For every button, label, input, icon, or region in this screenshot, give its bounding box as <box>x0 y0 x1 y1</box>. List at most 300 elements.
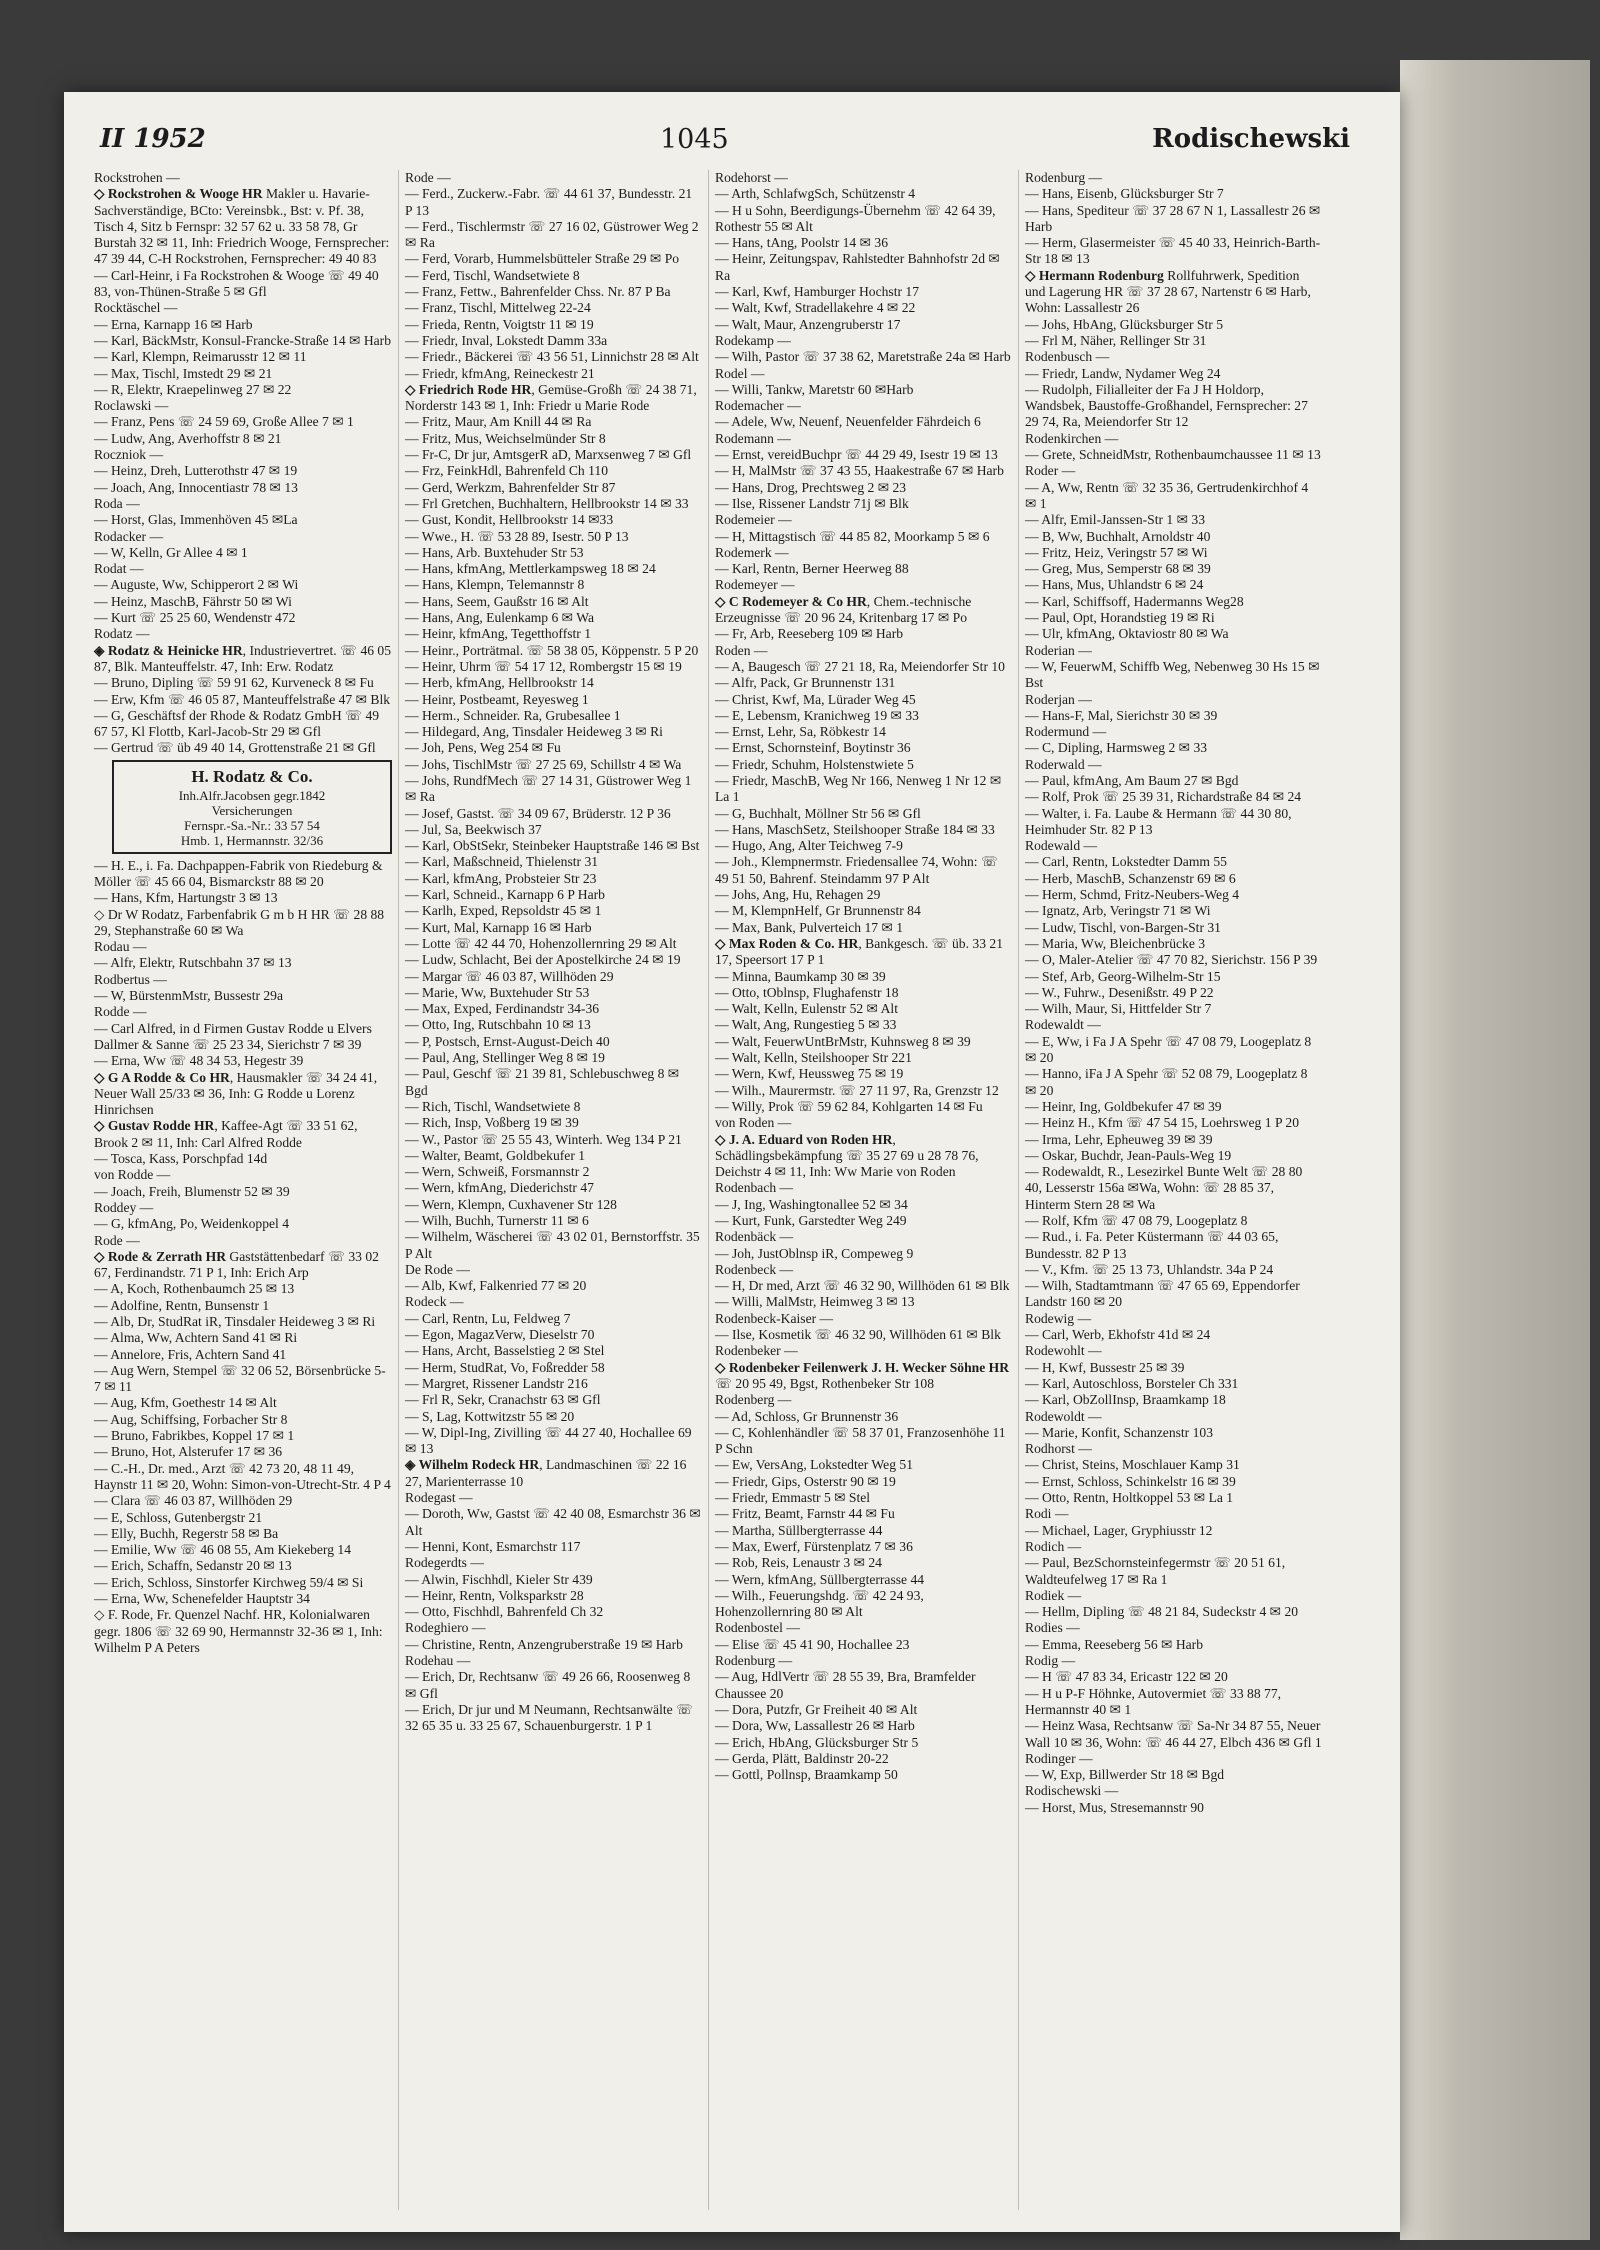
directory-entry: — Erna, Ww ☏ 48 34 53, Hegestr 39 <box>94 1053 304 1069</box>
directory-entry: — Walt, Kelln, Eulenstr 52 ✉ Alt <box>715 1001 898 1017</box>
directory-entry: — Karl, Rentn, Berner Heerweg 88 <box>715 561 909 577</box>
firm-entry: ◇ Max Roden & Co. HR, Bankgesch. ☏ üb. 33 21 17, Speersort 17 P 1 <box>715 935 1003 968</box>
directory-entry: — E, Lebensm, Kranichweg 19 ✉ 33 <box>715 707 919 723</box>
directory-entry: — Christ, Steins, Moschlauer Kamp 31 <box>1025 1457 1240 1473</box>
directory-entry: — Lotte ☏ 42 44 70, Hohenzollernring 29 ✉ Alt <box>405 935 677 951</box>
directory-entry: — Stef, Arb, Georg-Wilhelm-Str 15 <box>1025 968 1221 984</box>
directory-entry: — Wilh, Stadtamtmann ☏ 47 65 69, Eppendorfer Landstr 160 ✉ 20 <box>1025 1278 1300 1310</box>
directory-entry: — Erich, HbAng, Glücksburger Str 5 <box>715 1734 919 1750</box>
directory-entry: — Heinr, Rentn, Volksparkstr 28 <box>405 1587 584 1603</box>
directory-entry: — Frl M, Näher, Rellinger Str 31 <box>1025 332 1207 348</box>
directory-entry: — G, Buchhalt, Möllner Str 56 ✉ Gfl <box>715 805 921 821</box>
directory-entry: — Franz, Tischl, Mittelweg 22-24 <box>405 300 591 316</box>
surname-heading: Rodinger — <box>1025 1750 1093 1766</box>
directory-entry: — Willy, Prok ☏ 59 62 84, Kohlgarten 14 ✉ Fu <box>715 1098 983 1114</box>
surname-heading: Roczniok — <box>94 447 164 463</box>
directory-entry: — Erich, Dr, Rechtsanw ☏ 49 26 66, Roosenweg 8 ✉ Gfl <box>405 1669 691 1701</box>
directory-entry: — Joach, Ang, Innocentiastr 78 ✉ 13 <box>94 479 298 495</box>
firm-entry: ◇ Rode & Zerrath HR Gaststättenbedarf ☏ 33 02 67, Ferdinandstr. 71 P 1, Inh: Erich Arp <box>94 1248 379 1281</box>
surname-heading: Rodemeier — <box>715 512 792 528</box>
firm-entry: ◈ Rodatz & Heinicke HR, Industrievertret. ☏ 46 05 87, Blk. Manteuffelstr. 47, Inh: Erw. Rodatz <box>94 642 392 674</box>
directory-entry: — Hans, kfmAng, Mettlerkampsweg 18 ✉ 24 <box>405 561 656 577</box>
surname-heading: Rodel — <box>715 365 765 381</box>
surname-heading: Rodenbeker — <box>715 1343 798 1359</box>
directory-entry: — Horst, Glas, Immenhöven 45 ✉La <box>94 512 298 528</box>
surname-heading: Rodatz — <box>94 626 150 642</box>
directory-entry: — Erich, Dr jur und M Neumann, Rechtsanwälte ☏ 32 65 35 u. 33 25 67, Schauenburgerstr. 1 P 1 <box>405 1701 694 1734</box>
directory-entry: — Fr-C, Dr jur, AmtsgerR aD, Marxsenweg 7 ✉ Gfl <box>405 447 692 463</box>
directory-entry: — M, KlempnHelf, Gr Brunnenstr 84 <box>715 903 921 919</box>
directory-entry: — Max, Tischl, Imstedt 29 ✉ 21 <box>94 365 273 381</box>
surname-heading: Rodehorst — <box>715 170 788 185</box>
surname-heading: Rodewig — <box>1025 1310 1092 1326</box>
surname-heading: Rodenbeck — <box>715 1261 794 1277</box>
surname-heading: Rodenbusch — <box>1025 349 1110 365</box>
directory-entry: — Ilse, Kosmetik ☏ 46 32 90, Willhöden 61 ✉ Blk <box>715 1327 1001 1343</box>
directory-entry: — Carl, Rentn, Lokstedter Damm 55 <box>1025 854 1227 870</box>
directory-entry: — Alma, Ww, Achtern Sand 41 ✉ Ri <box>94 1330 298 1346</box>
directory-entry: — Hildegard, Ang, Tinsdaler Heideweg 3 ✉ Ri <box>405 724 663 740</box>
directory-entry: — Adele, Ww, Neuenf, Neuenfelder Fährdeich 6 <box>715 414 981 430</box>
firm-entry: ◇ G A Rodde & Co HR, Hausmakler ☏ 34 24 41, Neuer Wall 25/33 ✉ 36, Inh: G Rodde u Lorenz Hinrichsen <box>94 1069 378 1118</box>
directory-entry: — W, Exp, Billwerder Str 18 ✉ Bgd <box>1025 1767 1225 1783</box>
directory-entry: — Rud., i. Fa. Peter Küstermann ☏ 44 03 65, Bundesstr. 82 P 13 <box>1025 1229 1279 1261</box>
directory-entry: — C, Kohlenhändler ☏ 58 37 01, Franzosenhöhe 11 P Schn <box>715 1424 1006 1457</box>
directory-entry: — Gust, Kondit, Hellbrookstr 14 ✉33 <box>405 512 614 528</box>
directory-entry: — A, Baugesch ☏ 27 21 18, Ra, Meiendorfer Str 10 <box>715 658 1005 674</box>
column-2 <box>398 170 708 2210</box>
surname-heading: von Rodde — <box>94 1167 171 1183</box>
directory-entry: — Hans, Spediteur ☏ 37 28 67 N 1, Lassallestr 26 ✉ Harb <box>1025 202 1321 234</box>
directory-entry: — Ignatz, Arb, Veringstr 71 ✉ Wi <box>1025 903 1211 919</box>
directory-entry: — Ludw, Ang, Averhoffstr 8 ✉ 21 <box>94 430 282 446</box>
directory-entry: — Ferd, Vorarb, Hummelsbütteler Straße 29 ✉ Po <box>405 251 680 267</box>
directory-entry: — Wern, Schweiß, Forsmannstr 2 <box>405 1164 590 1180</box>
surname-heading: De Rode — <box>405 1261 470 1277</box>
directory-entry: — Herm, StudRat, Vo, Foßredder 58 <box>405 1359 605 1375</box>
surname-heading: Rodau — <box>94 939 147 955</box>
directory-entry: — Grete, SchneidMstr, Rothenbaumchaussee 11 ✉ 13 <box>1025 447 1321 463</box>
directory-entry: — Ernst, Schloss, Schinkelstr 16 ✉ 39 <box>1025 1473 1236 1489</box>
directory-entry: — Herb, MaschB, Schanzenstr 69 ✉ 6 <box>1025 870 1236 886</box>
surname-heading: Rodenbach — <box>715 1180 794 1196</box>
directory-entry: — Kurt, Mal, Karnapp 16 ✉ Harb <box>405 919 592 935</box>
directory-entry: — Walt, Kwf, Stradellakehre 4 ✉ 22 <box>715 300 916 316</box>
directory-entry: — Heinr., Porträtmal. ☏ 58 38 05, Köppenstr. 5 P 20 <box>405 642 699 658</box>
surname-heading: Rodewoldt — <box>1025 1408 1102 1424</box>
surname-heading: Rodewald — <box>1025 838 1098 854</box>
surname-heading: Rodat — <box>94 561 144 577</box>
directory-entry: — Frl R, Sekr, Cranachstr 63 ✉ Gfl <box>405 1392 601 1408</box>
directory-entry: — Heinz H., Kfm ☏ 47 54 15, Loehrsweg 1 P 20 <box>1025 1115 1299 1131</box>
directory-entry: — Walt, Kelln, Steilshooper Str 221 <box>715 1050 912 1066</box>
directory-entry: — Fritz, Heiz, Veringstr 57 ✉ Wi <box>1025 544 1208 560</box>
directory-entry: — Ernst, Schornsteinf, Boytinstr 36 <box>715 740 911 756</box>
directory-entry: — Hellm, Dipling ☏ 48 21 84, Sudeckstr 4 ✉ 20 <box>1025 1604 1299 1620</box>
surname-heading: Rodig — <box>1025 1653 1076 1669</box>
directory-entry: — Friedr., Bäckerei ☏ 43 56 51, Linnichstr 28 ✉ Alt <box>405 349 699 365</box>
directory-entry: — Paul, kfmAng, Am Baum 27 ✉ Bgd <box>1025 772 1239 788</box>
directory-entry: — Carl, Rentn, Lu, Feldweg 7 <box>405 1310 571 1326</box>
directory-entry: — Karl, Schneid., Karnapp 6 P Harb <box>405 887 605 903</box>
directory-entry: — Ad, Schloss, Gr Brunnenstr 36 <box>715 1408 899 1424</box>
directory-entry: — Martha, Süllbergterrasse 44 <box>715 1522 883 1538</box>
directory-entry: — Wwe., H. ☏ 53 28 89, Isestr. 50 P 13 <box>405 528 629 544</box>
directory-entry: — O, Maler-Atelier ☏ 47 70 82, Sierichstr. 156 P 39 <box>1025 952 1318 968</box>
directory-entry: — H, Mittagstisch ☏ 44 85 82, Moorkamp 5 ✉ 6 <box>715 528 990 544</box>
directory-entry: — Margar ☏ 46 03 87, Willhöden 29 <box>405 968 614 984</box>
directory-entry: — Marie, Konfit, Schanzenstr 103 <box>1025 1424 1214 1440</box>
directory-entry: — Rudolph, Filialleiter der Fa J H Holdorp, Wandsbek, Baustoffe-Großhandel, Fernsprecher: 27 29 74, Ra, Meiendorfer Str 12 <box>1025 381 1308 430</box>
surname-heading: Rodenkirchen — <box>1025 430 1119 446</box>
directory-entry: — Rob, Reis, Lenaustr 3 ✉ 24 <box>715 1555 882 1571</box>
directory-entry: — Fr, Arb, Reeseberg 109 ✉ Harb <box>715 626 904 642</box>
directory-entry: — Herm, Glasermeister ☏ 45 40 33, Heinrich-Barth-Str 18 ✉ 13 <box>1025 235 1321 267</box>
directory-entry: — Arth, SchlafwgSch, Schützenstr 4 <box>715 186 916 202</box>
directory-entry: — Alb, Kwf, Falkenried 77 ✉ 20 <box>405 1278 587 1294</box>
column-3 <box>708 170 1018 2210</box>
directory-entry: — Ulr, kfmAng, Oktaviostr 80 ✉ Wa <box>1025 626 1229 642</box>
surname-heading: Rodenbeck-Kaiser — <box>715 1310 834 1326</box>
firm-entry: ◇ Hermann Rodenburg Rollfuhrwerk, Spedition und Lagerung HR ☏ 37 28 67, Nartenstr 6 ✉ Harb, Wohn: Lassallestr 26 <box>1025 267 1311 316</box>
directory-entry: — Karl, Autoschloss, Borsteler Ch 331 <box>1025 1375 1239 1391</box>
directory-entry: — Ernst, Lehr, Sa, Röbkestr 14 <box>715 724 886 740</box>
directory-entry: — Adolfine, Rentn, Bunsenstr 1 <box>94 1297 270 1313</box>
directory-entry: — Willi, MalMstr, Heimweg 3 ✉ 13 <box>715 1294 915 1310</box>
directory-entry: — Hans, Klempn, Telemannstr 8 <box>405 577 585 593</box>
surname-heading: Roderwald — <box>1025 756 1102 772</box>
directory-entry: — Marie, Ww, Buxtehuder Str 53 <box>405 984 590 1000</box>
directory-entry: — Emma, Reeseberg 56 ✉ Harb <box>1025 1636 1203 1652</box>
surname-heading: Roderian — <box>1025 642 1092 658</box>
surname-heading: Rodenberg — <box>715 1392 792 1408</box>
surname-heading: Rodemeyer — <box>715 577 795 593</box>
surname-heading: Rodewaldt — <box>1025 1017 1101 1033</box>
directory-entry: — Karl, BäckMstr, Konsul-Francke-Straße 14 ✉ Harb <box>94 332 391 348</box>
directory-entry: — Herm., Schneider. Ra, Grubesallee 1 <box>405 707 621 723</box>
directory-entry: — Rodewaldt, R., Lesezirkel Bunte Welt ☏ 28 80 40, Lesserstr 156a ✉Wa, Wohn: ☏ 28 85 37, Hinterm Stern 28 ✉ Wa <box>1025 1164 1303 1212</box>
directory-entry: — Aug, Kfm, Goethestr 14 ✉ Alt <box>94 1395 277 1411</box>
directory-entry: — Doroth, Ww, Gastst ☏ 42 40 08, Esmarchstr 36 ✉ Alt <box>405 1506 701 1538</box>
directory-entry: — Paul, BezSchornsteinfegermstr ☏ 20 51 61, Waldteufelweg 17 ✉ Ra 1 <box>1025 1555 1286 1587</box>
directory-entry: — Alb, Dr, StudRat iR, Tinsdaler Heideweg 3 ✉ Ri <box>94 1314 376 1329</box>
page-header <box>100 120 1350 160</box>
surname-heading: Roclawski — <box>94 398 169 414</box>
surname-heading: von Roden — <box>715 1115 792 1131</box>
directory-entry: — Friedr, kfmAng, Reineckestr 21 <box>405 365 595 381</box>
directory-entry: — Hans, Arb. Buxtehuder Str 53 <box>405 544 584 560</box>
directory-entry: — Kurt, Funk, Garstedter Weg 249 <box>715 1213 907 1228</box>
directory-entry: — Joh, Pens, Weg 254 ✉ Fu <box>405 740 561 756</box>
directory-entry: — Walter, Beamt, Goldbekufer 1 <box>405 1147 586 1163</box>
firm-entry: ◇ J. A. Eduard von Roden HR, Schädlingsbekämpfung ☏ 35 27 69 u 28 78 76, Deichstr 4 ✉ 11, Inh: Ww Marie von Roden <box>715 1131 979 1180</box>
directory-entry: — Ilse, Rissener Landstr 71j ✉ Blk <box>715 495 909 511</box>
surname-heading: Rodewohlt — <box>1025 1343 1102 1359</box>
directory-entry: — Carl-Heinr, i Fa Rockstrohen & Wooge ☏ 49 40 83, von-Thünen-Straße 5 ✉ Gfl <box>94 267 379 300</box>
directory-entry: — Johs, RundfMech ☏ 27 14 31, Güstrower Weg 1 ✉ Ra <box>405 772 692 805</box>
page-number: 1045 <box>660 124 729 155</box>
directory-entry: — Minna, Baumkamp 30 ✉ 39 <box>715 968 886 984</box>
directory-entry: — J, Ing, Washingtonallee 52 ✉ 34 <box>715 1196 908 1212</box>
surname-heading: Rodegerdts — <box>405 1555 484 1571</box>
directory-entry: — Max, Exped, Ferdinandstr 34-36 <box>405 1001 600 1017</box>
surname-heading: Rodeghiero — <box>405 1620 486 1636</box>
directory-entry: — Heinz, Dreh, Lutterothstr 47 ✉ 19 <box>94 463 298 479</box>
directory-page <box>64 92 1400 2232</box>
directory-entry: — Rich, Insp, Voßberg 19 ✉ 39 <box>405 1115 579 1131</box>
directory-entry: — H, MalMstr ☏ 37 43 55, Haakestraße 67 ✉ Harb <box>715 463 1004 479</box>
directory-entry: — Carl, Werb, Ekhofstr 41d ✉ 24 <box>1025 1327 1211 1343</box>
directory-entry: — Gerda, Plätt, Baldinstr 20-22 <box>715 1750 889 1766</box>
surname-heading: Rodacker — <box>94 528 164 544</box>
directory-entry: — W, Dipl-Ing, Zivilling ☏ 44 27 40, Hochallee 69 ✉ 13 <box>405 1424 692 1457</box>
directory-entry: — Erw, Kfm ☏ 46 05 87, Manteuffelstraße 47 ✉ Blk <box>94 691 391 707</box>
columns <box>88 170 1358 2210</box>
directory-entry: — Joh, JustOblnsp iR, Compeweg 9 <box>715 1245 914 1261</box>
directory-entry: — Walt, Maur, Anzengruberstr 17 <box>715 316 901 332</box>
surname-heading: Roden — <box>715 642 768 658</box>
directory-entry: — Bruno, Hot, Alsterufer 17 ✉ 36 <box>94 1444 283 1460</box>
directory-entry: — Fritz, Beamt, Farnstr 44 ✉ Fu <box>715 1506 895 1522</box>
directory-entry: — Wilh., Feuerungshdg. ☏ 42 24 93, Hohenzollernring 80 ✉ Alt <box>715 1587 924 1620</box>
directory-entry: — Friedr, Emmastr 5 ✉ Stel <box>715 1490 871 1506</box>
surname-heading: Rodemann — <box>715 430 791 446</box>
directory-entry: — H. E., i. Fa. Dachpappen-Fabrik von Riedeburg & Möller ☏ 45 66 04, Bismarckstr 88 ✉ 20 <box>94 857 383 889</box>
directory-entry: — Aug Wern, Stempel ☏ 32 06 52, Börsenbrücke 5-7 ✉ 11 <box>94 1362 386 1395</box>
directory-entry: — Dora, Putzfr, Gr Freiheit 40 ✉ Alt <box>715 1701 918 1717</box>
directory-entry: — H ☏ 47 83 34, Ericastr 122 ✉ 20 <box>1025 1669 1228 1685</box>
directory-entry: — Karl, ObZollInsp, Braamkamp 18 <box>1025 1392 1226 1408</box>
page-label: II 1952 <box>100 124 206 154</box>
directory-entry: — Fritz, Mus, Weichselmünder Str 8 <box>405 430 606 446</box>
directory-entry: — Johs, TischlMstr ☏ 27 25 69, Schillstr 4 ✉ Wa <box>405 756 682 772</box>
directory-entry: — R, Elektr, Kraepelinweg 27 ✉ 22 <box>94 381 292 397</box>
directory-entry: — Alfr, Elektr, Rutschbahn 37 ✉ 13 <box>94 955 292 971</box>
directory-entry: — V., Kfm. ☏ 25 13 73, Uhlandstr. 34a P 24 <box>1025 1261 1274 1277</box>
directory-entry: — Karlh, Exped, Repsoldstr 45 ✉ 1 <box>405 903 602 919</box>
directory-entry: — Franz, Fettw., Bahrenfelder Chss. Nr. 87 P Ba <box>405 284 671 300</box>
directory-entry: — Herm, Schmd, Fritz-Neubers-Weg 4 <box>1025 887 1240 903</box>
directory-entry: — Aug, HdlVertr ☏ 28 55 39, Bra, Bramfelder Chaussee 20 <box>715 1669 976 1701</box>
surname-heading: Rodies — <box>1025 1620 1080 1636</box>
directory-entry: — Elly, Buchh, Regerstr 58 ✉ Ba <box>94 1525 279 1541</box>
directory-entry: — Bruno, Fabrikbes, Koppel 17 ✉ 1 <box>94 1428 295 1444</box>
directory-entry: — Johs, HbAng, Glücksburger Str 5 <box>1025 316 1223 332</box>
surname-heading: Rodehau — <box>405 1653 471 1669</box>
directory-entry: — Franz, Pens ☏ 24 59 69, Große Allee 7 ✉ 1 <box>94 414 354 430</box>
directory-entry: — E, Ww, i Fa J A Spehr ☏ 47 08 79, Loogeplatz 8 ✉ 20 <box>1025 1033 1312 1066</box>
directory-entry: — Karl, Klempn, Reimarusstr 12 ✉ 11 <box>94 349 307 365</box>
surname-heading: Rodekamp — <box>715 332 791 348</box>
directory-entry: — Hans, Seem, Gaußstr 16 ✉ Alt <box>405 593 589 609</box>
surname-heading: Rodiek — <box>1025 1587 1082 1603</box>
directory-entry: — Ferd., Tischlermstr ☏ 27 16 02, Güstrower Weg 2 ✉ Ra <box>405 218 699 251</box>
directory-entry: — Heinr, Ing, Goldbekufer 47 ✉ 39 <box>1025 1098 1222 1114</box>
directory-entry: — Joach, Freih, Blumenstr 52 ✉ 39 <box>94 1183 290 1199</box>
directory-entry: — Joh., Klempnermstr. Friedensallee 74, Wohn: ☏ 49 51 50, Bahrenf. Steindamm 97 P Alt <box>715 854 998 886</box>
surname-heading: Roder — <box>1025 463 1076 479</box>
firm-entry: ◈ Wilhelm Rodeck HR, Landmaschinen ☏ 22 16 27, Marienterrasse 10 <box>405 1457 687 1489</box>
directory-entry: — Karl, ObStSekr, Steinbeker Hauptstraße 146 ✉ Bst <box>405 838 700 854</box>
directory-entry: — Heinr, Uhrm ☏ 54 17 12, Rombergstr 15 ✉ 19 <box>405 658 682 674</box>
directory-entry: — Otto, Rentn, Holtkoppel 53 ✉ La 1 <box>1025 1490 1234 1506</box>
surname-heading: Rode — <box>94 1232 140 1248</box>
ad-line1: Inh.Alfr.Jacobsen gegr.1842 <box>178 787 326 803</box>
directory-entry: — Carl Alfred, in d Firmen Gustav Rodde u Elvers Dallmer & Sanne ☏ 25 23 34, Sierichstr 7 ✉ 39 <box>94 1020 372 1052</box>
directory-entry: — Johs, Ang, Hu, Rehagen 29 <box>715 887 881 903</box>
directory-entry: — Karl, Maßschneid, Thielenstr 31 <box>405 854 599 870</box>
directory-entry: — Friedr, Landw, Nydamer Weg 24 <box>1025 365 1221 381</box>
surname-heading: Rodenbäck — <box>715 1229 794 1245</box>
directory-entry: — Erich, Schloss, Sinstorfer Kirchweg 59/4 ✉ Si <box>94 1574 364 1590</box>
surname-heading: Rodi — <box>1025 1506 1069 1522</box>
directory-entry: — B, Ww, Buchhalt, Arnoldstr 40 <box>1025 528 1211 544</box>
directory-entry: — Alfr, Pack, Gr Brunnenstr 131 <box>715 675 896 691</box>
directory-entry: — Hans, Eisenb, Glücksburger Str 7 <box>1025 186 1224 202</box>
surname-heading: Rodeck — <box>405 1294 464 1310</box>
directory-entry: — Egon, MagazVerw, Dieselstr 70 <box>405 1327 595 1343</box>
directory-entry: — Walt, Ang, Rungestieg 5 ✉ 33 <box>715 1017 897 1033</box>
directory-entry: — Gertrud ☏ üb 49 40 14, Grottenstraße 21 ✉ Gfl <box>94 740 376 756</box>
directory-entry: — Emilie, Ww ☏ 46 08 55, Am Kiekeberg 14 <box>94 1542 351 1558</box>
directory-entry: — Otto, tOblnsp, Flughafenstr 18 <box>715 984 899 1000</box>
advertisement-box <box>112 760 392 854</box>
directory-entry: — Oskar, Buchdr, Jean-Pauls-Weg 19 <box>1025 1147 1232 1163</box>
directory-entry: — Wern, Klempn, Cuxhavener Str 128 <box>405 1196 617 1212</box>
directory-entry: — Friedr, Schuhm, Holstenstwiete 5 <box>715 756 914 772</box>
directory-entry: — Frl Gretchen, Buchhaltern, Hellbrookstr 14 ✉ 33 <box>405 495 689 511</box>
directory-entry: — Ernst, vereidBuchpr ☏ 44 29 49, Isestr 19 ✉ 13 <box>715 447 998 463</box>
surname-heading: Rodemerk — <box>715 544 789 560</box>
directory-entry: — Hans, Archt, Basselstieg 2 ✉ Stel <box>405 1343 605 1359</box>
directory-entry: — Tosca, Kass, Porschpfad 14d <box>94 1151 268 1167</box>
directory-entry: — S, Lag, Kottwitzstr 55 ✉ 20 <box>405 1408 575 1424</box>
directory-entry: — Wern, kfmAng, Diederichstr 47 <box>405 1180 594 1196</box>
surname-heading: Rodischewski — <box>1025 1783 1119 1799</box>
ad-line4: Hmb. 1, Hermannstr. 32/36 <box>180 832 324 848</box>
directory-entry: — Maria, Ww, Bleichenbrücke 3 <box>1025 935 1206 951</box>
directory-entry: — Ferd., Zuckerw.-Fabr. ☏ 44 61 37, Bundesstr. 21 P 13 <box>405 186 693 218</box>
firm-entry: ◇ Gustav Rodde HR, Kaffee-Agt ☏ 33 51 62, Brook 2 ✉ 11, Inh: Carl Alfred Rodde <box>94 1118 358 1150</box>
directory-entry: — Ludw, Tischl, von-Bargen-Str 31 <box>1025 919 1221 935</box>
directory-entry: — Erna, Karnapp 16 ✉ Harb <box>94 316 253 332</box>
directory-entry: — Alwin, Fischhdl, Kieler Str 439 <box>405 1571 593 1587</box>
directory-entry: — W, FeuerwM, Schiffb Weg, Nebenweg 30 Hs 15 ✉ Bst <box>1025 658 1320 691</box>
directory-entry: — Horst, Mus, Stresemannstr 90 <box>1025 1799 1204 1815</box>
directory-entry: — Heinr, Postbeamt, Reyesweg 1 <box>405 691 589 707</box>
directory-entry: — Friedr, MaschB, Weg Nr 166, Nenweg 1 Nr 12 ✉ La 1 <box>715 772 1002 805</box>
directory-entry: — A, Ww, Rentn ☏ 32 35 36, Gertrudenkirchhof 4 ✉ 1 <box>1025 479 1309 511</box>
directory-entry: — Henni, Kont, Esmarchstr 117 <box>405 1538 581 1554</box>
firm-entry: ◇ Friedrich Rode HR, Gemüse-Großh ☏ 24 38 71, Norderstr 143 ✉ 1, Inh: Friedr u Marie Rode <box>405 381 697 414</box>
directory-entry: — Hans, MaschSetz, Steilshooper Straße 184 ✉ 33 <box>715 821 995 837</box>
directory-entry: — G, Geschäftsf der Rhode & Rodatz GmbH ☏ 49 67 57, Kl Flottb, Karl-Jacob-Str 29 ✉ Gfl <box>94 707 380 740</box>
firm-entry: ◇ F. Rode, Fr. Quenzel Nachf. HR, Kolonialwaren gegr. 1806 ☏ 32 69 90, Hermannstr 32-36 ✉ 1, Inh: Wilhelm P A Peters <box>94 1607 383 1655</box>
directory-entry: — Michael, Lager, Gryphiusstr 12 <box>1025 1522 1213 1538</box>
directory-entry: — C, Dipling, Harmsweg 2 ✉ 33 <box>1025 740 1208 756</box>
directory-entry: — Walt, FeuerwUntBrMstr, Kuhnsweg 8 ✉ 39 <box>715 1033 971 1049</box>
directory-entry: — Karl, Schiffsoff, Hadermanns Weg28 <box>1025 593 1244 609</box>
directory-entry: — Erna, Ww, Schenefelder Hauptstr 34 <box>94 1591 310 1607</box>
directory-entry: — Wilh, Pastor ☏ 37 38 62, Maretstraße 24a ✉ Harb <box>715 349 1011 365</box>
surname-heading: Rodemacher — <box>715 398 801 414</box>
ad-title: H. Rodatz & Co. <box>191 766 313 786</box>
directory-entry: — H u Sohn, Beerdigungs-Übernehm ☏ 42 64 39, Rothestr 55 ✉ Alt <box>715 202 996 234</box>
directory-entry: — Fritz, Maur, Am Knill 44 ✉ Ra <box>405 414 592 430</box>
directory-entry: — Heinz Wasa, Rechtsanw ☏ Sa-Nr 34 87 55, Neuer Wall 10 ✉ 36, Wohn: ☏ 46 44 27, Elbch 436 ✉ Gfl 1 <box>1025 1718 1322 1750</box>
directory-entry: — Frz, FeinkHdl, Bahrenfeld Ch 110 <box>405 463 608 479</box>
directory-entry: — Hans, Ang, Eulenkamp 6 ✉ Wa <box>405 610 595 626</box>
directory-entry: — Wern, Kwf, Heussweg 75 ✉ 19 <box>715 1066 904 1082</box>
directory-entry: — Hans-F, Mal, Sierichstr 30 ✉ 39 <box>1025 707 1218 723</box>
directory-entry: — Herb, kfmAng, Hellbrookstr 14 <box>405 675 594 691</box>
directory-entry: — Frieda, Rentn, Voigtstr 11 ✉ 19 <box>405 316 594 332</box>
directory-entry: — Rolf, Kfm ☏ 47 08 79, Loogeplatz 8 <box>1025 1213 1248 1228</box>
directory-entry: — Karl, kfmAng, Probsteier Str 23 <box>405 870 597 886</box>
directory-entry: — W., Pastor ☏ 25 55 43, Winterh. Weg 134 P 21 <box>405 1131 682 1147</box>
directory-entry: — Max, Bank, Pulverteich 17 ✉ 1 <box>715 919 904 935</box>
directory-entry: — Wilhelm, Wäscherei ☏ 43 02 01, Bernstorffstr. 35 P Alt <box>405 1229 700 1261</box>
directory-entry: — Erich, Schaffn, Sedanstr 20 ✉ 13 <box>94 1558 292 1574</box>
directory-entry: — Christine, Rentn, Anzengruberstraße 19 ✉ Harb <box>405 1636 683 1652</box>
directory-entry: — Hans, Kfm, Hartungstr 3 ✉ 13 <box>94 890 278 906</box>
directory-entry: — Irma, Lehr, Epheuweg 39 ✉ 39 <box>1025 1131 1213 1147</box>
directory-entry: — Rich, Tischl, Wandsetwiete 8 <box>405 1098 581 1114</box>
page-edge <box>1400 60 1590 2240</box>
directory-entry: — Christ, Kwf, Ma, Lürader Weg 45 <box>715 691 916 707</box>
directory-entry: — H, Dr med, Arzt ☏ 46 32 90, Willhöden 61 ✉ Blk <box>715 1278 1010 1294</box>
surname-heading: Roda — <box>94 495 140 511</box>
surname-heading: Rodenburg — <box>715 1653 793 1669</box>
directory-entry: — Bruno, Dipling ☏ 59 91 62, Kurveneck 8 ✉ Fu <box>94 675 374 691</box>
firm-entry: ◇ Rodenbeker Feilenwerk J. H. Wecker Söhne HR ☏ 20 95 49, Bgst, Rothenbeker Str 108 <box>715 1359 1010 1391</box>
surname-heading: Roddey — <box>94 1199 154 1215</box>
directory-entry: — Heinr, kfmAng, Tegetthoffstr 1 <box>405 626 592 642</box>
column-1 <box>88 170 398 2210</box>
directory-entry: — Max, Ewerf, Fürstenplatz 7 ✉ 36 <box>715 1538 913 1554</box>
running-head: Rodischewski <box>1152 124 1350 154</box>
directory-entry: — Wern, kfmAng, Süllbergterrasse 44 <box>715 1571 925 1587</box>
directory-entry: — Alfr, Emil-Janssen-Str 1 ✉ 33 <box>1025 512 1205 528</box>
column-4 <box>1018 170 1328 2210</box>
directory-entry: — H u P-F Höhnke, Autovermiet ☏ 33 88 77, Hermannstr 40 ✉ 1 <box>1025 1685 1282 1717</box>
surname-heading: Rode — <box>405 170 451 185</box>
directory-entry: — Aug, Schiffsing, Forbacher Str 8 <box>94 1411 288 1427</box>
directory-entry: — Rolf, Prok ☏ 25 39 31, Richardstraße 84 ✉ 24 <box>1025 789 1302 805</box>
directory-entry: — Willi, Tankw, Maretstr 60 ✉Harb <box>715 381 914 397</box>
directory-entry: — Margret, Rissener Landstr 216 <box>405 1375 588 1391</box>
surname-heading: Rodich — <box>1025 1538 1082 1554</box>
directory-entry: — Elise ☏ 45 41 90, Hochallee 23 <box>715 1636 910 1652</box>
directory-entry: — Hans, Drog, Prechtsweg 2 ✉ 23 <box>715 479 907 495</box>
directory-entry: — Paul, Ang, Stellinger Weg 8 ✉ 19 <box>405 1050 605 1066</box>
directory-entry: — Kurt ☏ 25 25 60, Wendenstr 472 <box>94 610 296 626</box>
directory-entry: — Otto, Fischhdl, Bahrenfeld Ch 32 <box>405 1604 604 1620</box>
surname-heading: Rodermund — <box>1025 724 1107 740</box>
surname-heading: Rodenbostel — <box>715 1620 800 1636</box>
ad-line3: Fernspr.-Sa.-Nr.: 33 57 54 <box>184 817 320 833</box>
directory-entry: — Walter, i. Fa. Laube & Hermann ☏ 44 30 80, Heimhuder Str. 82 P 13 <box>1025 805 1292 837</box>
directory-entry: — Paul, Opt, Horandstieg 19 ✉ Ri <box>1025 610 1215 626</box>
directory-entry: — E, Schloss, Gutenbergstr 21 <box>94 1509 263 1525</box>
directory-entry: — Hugo, Ang, Alter Teichweg 7-9 <box>715 838 903 854</box>
ad-line2: Versicherungen <box>211 802 293 818</box>
directory-entry: — Annelore, Fris, Achtern Sand 41 <box>94 1346 287 1362</box>
directory-entry: — G, kfmAng, Po, Weidenkoppel 4 <box>94 1216 289 1232</box>
surname-heading: Rodbertus — <box>94 971 167 987</box>
directory-entry: — Karl, Kwf, Hamburger Hochstr 17 <box>715 284 919 300</box>
directory-entry: — W, BürstenmMstr, Bussestr 29a <box>94 988 284 1004</box>
